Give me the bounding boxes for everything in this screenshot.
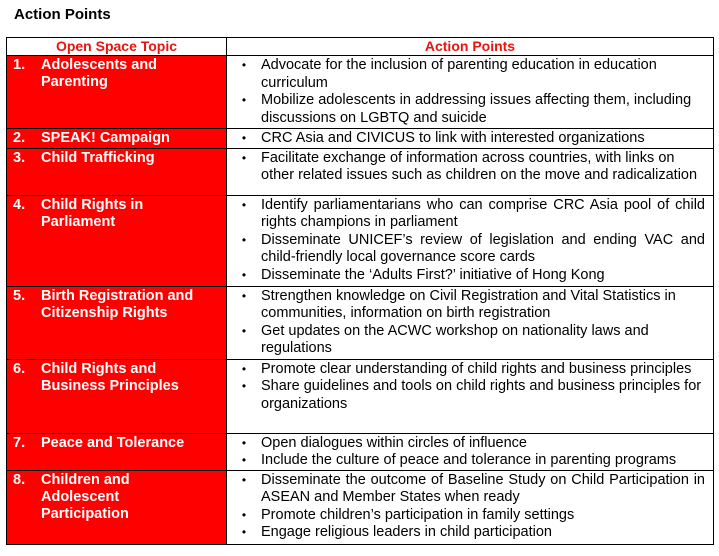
topic-cell: [7, 56, 227, 129]
action-text: Open dialogues within circles of influence: [261, 434, 527, 451]
topic-name: Peace and Tolerance: [41, 434, 185, 451]
action-item: [227, 435, 705, 453]
bullet-icon: •: [241, 232, 247, 247]
topic-number: 6.: [13, 360, 26, 377]
topic-name: Child Trafficking: [41, 149, 155, 166]
topic-name: Child Rights in Parliament: [41, 196, 144, 230]
page-title: Action Points: [14, 6, 111, 23]
bullet-icon: •: [241, 472, 247, 487]
actions-cell: [227, 433, 714, 470]
action-item: [227, 507, 705, 525]
actions-cell: [227, 286, 714, 359]
topic-cell: [7, 148, 227, 195]
action-item: [227, 57, 705, 92]
topic-cell: [7, 129, 227, 149]
topic-name: Child Rights and Business Principles: [41, 360, 179, 394]
action-item: [227, 524, 705, 542]
table-row: [7, 195, 714, 286]
header-open-space-topic: Open Space Topic: [7, 38, 227, 56]
topic-number: 7.: [13, 434, 26, 451]
bullet-icon: •: [241, 379, 247, 393]
action-item: [227, 232, 705, 267]
bullet-icon: •: [241, 150, 247, 165]
action-text: Advocate for the inclusion of parenting education in education curriculum: [261, 57, 657, 91]
action-item: [227, 472, 705, 507]
topic-cell: [7, 433, 227, 470]
action-item: [227, 197, 705, 232]
bullet-icon: •: [241, 507, 247, 522]
action-text: Share guidelines and tools on child rights and business principles for organizations: [261, 378, 702, 412]
table-row: [7, 148, 714, 195]
actions-cell: [227, 148, 714, 195]
topic-number: 3.: [13, 149, 26, 166]
action-item: [227, 130, 705, 148]
action-item: [227, 452, 705, 470]
bullet-icon: •: [241, 267, 247, 282]
action-item: [227, 323, 705, 358]
actions-cell: [227, 129, 714, 149]
table-row: [7, 56, 714, 129]
action-text: Include the culture of peace and tolerance in parenting programs: [261, 452, 677, 468]
topic-cell: [7, 195, 227, 286]
action-text: Get updates on the ACWC workshop on nationality laws and regulations: [261, 322, 649, 356]
topic-number: 1.: [13, 57, 26, 73]
action-text: Promote clear understanding of child rights and business principles: [261, 360, 692, 377]
topic-name: Birth Registration and Citizenship Rights: [41, 287, 194, 321]
topic-name: SPEAK! Campaign: [41, 130, 170, 146]
bullet-icon: •: [241, 323, 247, 338]
topic-name: Adolescents and Parenting: [41, 57, 158, 90]
action-text: Engage religious leaders in child participation: [261, 524, 552, 540]
table-row: [7, 433, 714, 470]
topic-cell: [7, 359, 227, 433]
action-item: [227, 150, 705, 185]
actions-cell: [227, 470, 714, 544]
bullet-icon: •: [241, 525, 247, 539]
bullet-icon: •: [241, 361, 247, 376]
bullet-icon: •: [241, 58, 247, 72]
table-row: [7, 470, 714, 544]
header-action-points: Action Points: [227, 38, 714, 56]
action-item: [227, 267, 705, 285]
actions-cell: [227, 359, 714, 433]
action-points-table: [6, 37, 714, 545]
topic-name: Children and Adolescent Participation: [41, 471, 130, 522]
action-text: Disseminate the outcome of Baseline Study on Child Participation in ASEAN and Member States when ready: [261, 471, 705, 505]
table-row: [7, 286, 714, 359]
bullet-icon: •: [241, 197, 247, 212]
topic-number: 2.: [13, 130, 26, 146]
topic-cell: [7, 470, 227, 544]
topic-number: 5.: [13, 287, 26, 304]
bullet-icon: •: [241, 93, 247, 107]
bullet-icon: •: [241, 131, 247, 145]
action-text: Disseminate UNICEF’s review of legislation and ending VAC and child-friendly local governance score cards: [261, 231, 705, 265]
action-text: Promote children’s participation in family settings: [261, 506, 575, 523]
topic-number: 4.: [13, 196, 26, 213]
bullet-icon: •: [241, 453, 247, 467]
action-item: [227, 288, 705, 323]
action-text: Identify parliamentarians who can comprise CRC Asia pool of child rights champions in parliament: [261, 196, 705, 230]
action-text: CRC Asia and CIVICUS to link with interested organizations: [261, 130, 645, 146]
table-row: [7, 359, 714, 433]
topic-cell: [7, 286, 227, 359]
actions-cell: [227, 56, 714, 129]
action-text: Facilitate exchange of information across countries, with links on other related issues such as children on the move and radicalization: [261, 149, 698, 183]
bullet-icon: •: [241, 435, 247, 450]
action-text: Mobilize adolescents in addressing issues affecting them, including discussions on LGBTQ and suicide: [261, 92, 692, 126]
actions-cell: [227, 195, 714, 286]
action-item: [227, 92, 705, 127]
table-row: [7, 129, 714, 149]
topic-number: 8.: [13, 471, 26, 488]
action-item: [227, 361, 705, 379]
action-text: Disseminate the ‘Adults First?’ initiative of Hong Kong: [261, 266, 605, 283]
action-item: [227, 378, 705, 413]
bullet-icon: •: [241, 288, 247, 303]
table-header-row: [7, 38, 714, 56]
action-text: Strengthen knowledge on Civil Registration and Vital Statistics in communities, information on birth registration: [261, 287, 676, 321]
